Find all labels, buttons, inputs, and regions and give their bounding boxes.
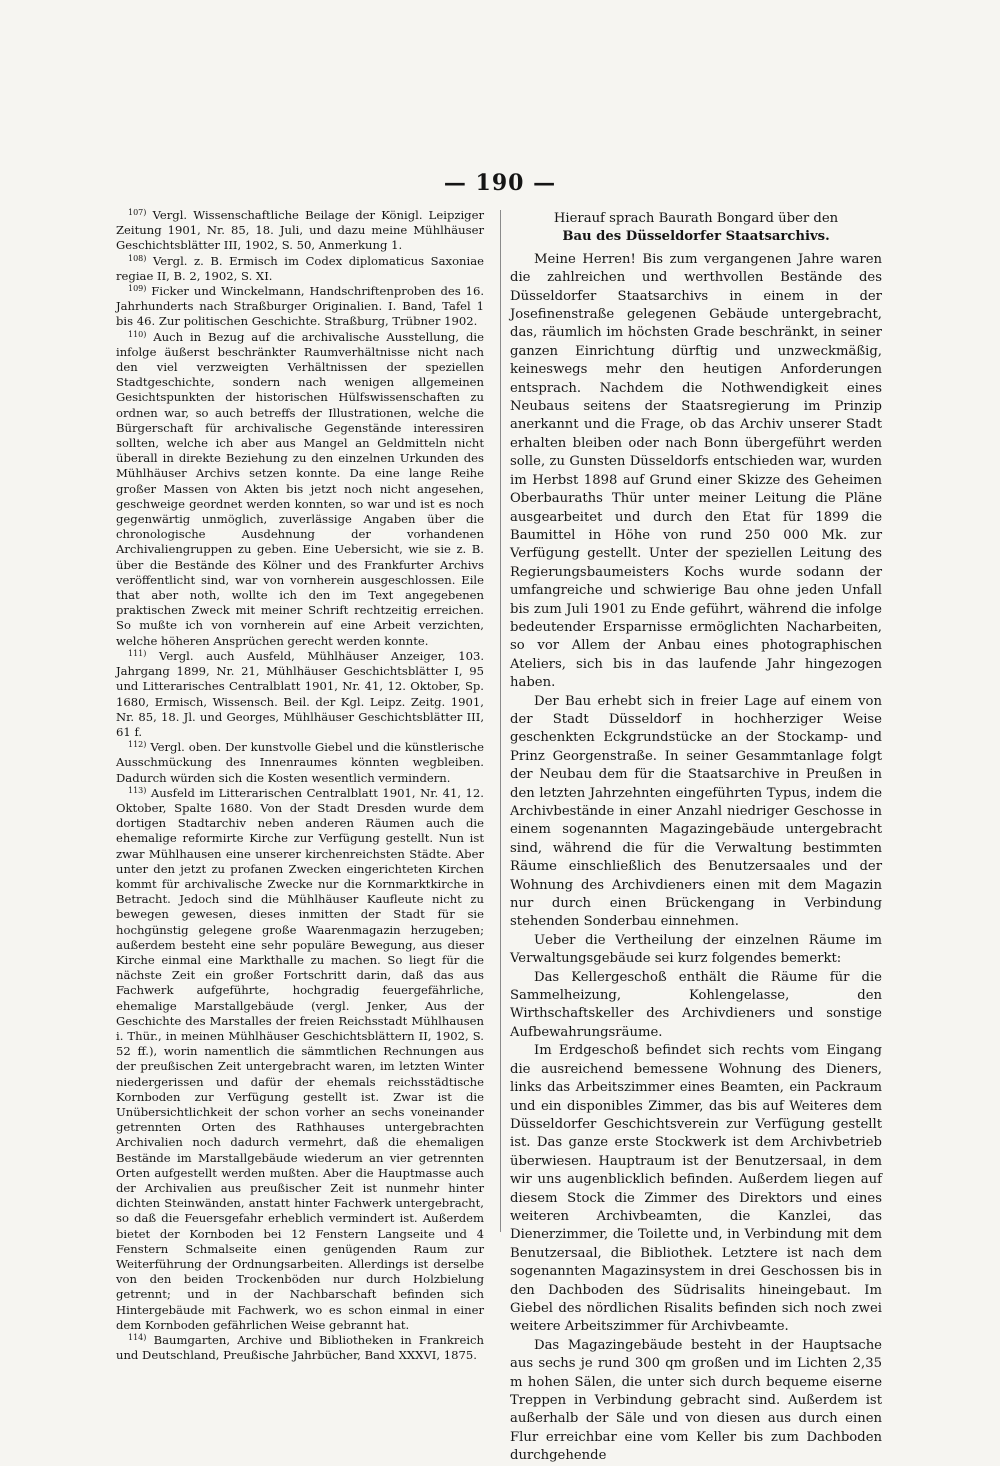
footnote [116, 649, 484, 740]
body-paragraph: Das Magazingebäude besteht in der Hauptsache aus sechs je rund 300 qm großen und im Lichten 2,35 m hohen Sälen, die unter sich durch bequeme eiserne Treppen in Verbindung gebracht sind. Außerdem ist außerhalb der Säle und von diesen aus durch einen Flur erreichbar eine vom Keller bis zum Dachboden durchgehende [510, 1337, 882, 1464]
footnote-text: Vergl. z. B. Ermisch im Codex diplomaticus Saxoniae regiae II, B. 2, 1902, S. XI. [116, 253, 484, 283]
main-text-column [510, 210, 882, 1466]
footnote [116, 786, 484, 1333]
footnote-number: 110) [128, 329, 147, 339]
footnotes-column [116, 208, 484, 1363]
footnote [116, 208, 484, 254]
footnote-text: Vergl. auch Ausfeld, Mühlhäuser Anzeiger, 103. Jahrgang 1899, Nr. 21, Mühlhäuser Geschichtsblätter I, 95 und Litterarisches Centralblatt 1901, Nr. 41, 12. Oktober, Sp. 1680, Ermisch, Wissensch. Beil. der Kgl. Leipz. Zeitg. 1901, Nr. 85, 18. Jl. und Georges, Mühlhäuser Geschichtsblätter III, 61 f. [116, 648, 485, 739]
footnote-number: 108) [128, 253, 147, 263]
body-paragraph: Der Bau erhebt sich in freier Lage auf einem von der Stadt Düsseldorf in hochherziger Weise geschenkten Eckgrundstücke an der Stockamp- und Prinz Georgenstraße. In seiner Gesammtanlage folgt der Neubau dem für die Staatsarchive in Preußen in den letzten Jahrzehnten eingeführten Typus, indem die Archivbestände in einer Anzahl niedriger Geschosse in einem sogenannten Magazingebäude untergebracht sind, während die für die Verwaltung bestimmten Räume einschließlich des Benutzersaales und der Wohnung des Archivdieners einen mit dem Magazin nur durch einen Brückengang in Verbindung stehenden Sonderbau einnehmen. [510, 693, 882, 930]
footnote-text: Vergl. oben. Der kunstvolle Giebel und die künstlerische Ausschmückung des Innenraumes könnten wegbleiben. Dadurch würden sich die Kosten wesentlich vermindern. [116, 740, 485, 785]
footnote [116, 330, 484, 649]
column-divider [500, 210, 501, 1232]
footnote-text: Ficker und Winckelmann, Handschriftenproben des 16. Jahrhunderts nach Straßburger Originalien. I. Band, Tafel 1 bis 46. Zur politischen Geschichte. Straßburg, Trübner 1902. [116, 284, 485, 329]
body-paragraph: Meine Herren! Bis zum vergangenen Jahre waren die zahlreichen und werthvollen Bestände des Düsseldorfer Staatsarchivs in einem in der Josefinenstraße gelegenen Gebäude untergebracht, das, räumlich im höchsten Grade beschränkt, in seiner ganzen Einrichtung dürftig und unzweckmäßig, keineswegs mehr den heutigen Anforderungen entsprach. Nachdem die Nothwendigkeit eines Neubaus seitens der Staatsregierung im Prinzip anerkannt und die Frage, ob das Archiv unserer Stadt erhalten bleiben oder nach Bonn übergeführt werden solle, zu Gunsten Düsseldorfs entschieden war, wurden im Herbst 1898 auf Grund einer Skizze des Geheimen Oberbauraths Thür unter meiner Leitung die Pläne ausgearbeitet und durch den Etat für 1899 die Baumittel in Höhe von rund 250 000 Mk. zur Verfügung gestellt. Unter der speziellen Leitung des Regierungsbaumeisters Kochs wurde sodann der umfangreiche und schwierige Bau ohne jeden Unfall bis zum Juli 1901 zu Ende geführt, während die infolge bedeutender Ersparnisse ermöglichten Nacharbeiten, so vor Allem der Anbau eines photographischen Ateliers, sich bis in das laufende Jahr hingezogen haben. [510, 251, 882, 691]
footnote-text: Vergl. Wissenschaftliche Beilage der Königl. Leipziger Zeitung 1901, Nr. 85, 18. Juli, und dazu meine Mühlhäuser Geschichtsblätter III, 1902, S. 50, Anmerkung 1. [116, 208, 485, 253]
body-paragraph: Ueber die Vertheilung der einzelnen Räume im Verwaltungsgebäude sei kurz folgendes bemerkt: [510, 932, 882, 967]
section-heading: Bau des Düsseldorfer Staatsarchivs. [562, 229, 830, 245]
footnote-number: 107) [128, 208, 147, 217]
footnote-text: Ausfeld im Litterarischen Centralblatt 1901, Nr. 41, 12. Oktober, Spalte 1680. Von der Stadt Dresden wurde dem dortigen Stadtarchiv neben anderen Räumen auch die ehemalige reformirte Kirche zur Verfügung gestellt. Nun ist zwar Mühlhausen eine unserer kirchenreichsten Städte. Aber unter den jetzt zu profanen Zwecken eingerichteten Kirchen kommt für archivalische Zwecke nur die Kornmarktkirche in Betracht. Jedoch sind die Mühlhäuser Kaufleute nicht zu bewegen gewesen, dieses inmitten der Stadt für sie hochgünstig gelegene große Waarenmagazin herzugeben; außerdem besteht eine sehr populäre Bewegung, aus dieser Kirche einmal eine Markthalle zu machen. So liegt für die nächste Zeit ein großer Fortschritt darin, daß das aus Fachwerk aufgeführte, hochgradig feuergefährliche, ehemalige Marstallgebäude (vergl. Jenker, Aus der Geschichte des Marstalles der freien Reichsstadt Mühlhausen i. Thür., in meinen Mühlhäuser Geschichtsblättern II, 1902, S. 52 ff.), worin namentlich die sämmtlichen Rechnungen aus der preußischen Zeit untergebracht waren, im letzten Winter niedergerissen und dafür der ehemals reichsstädtische Kornboden zur Verfügung gestellt ist. Zwar ist die Unübersichtlichkeit der schon vorher an sechs voneinander getrennten Orten des Rathhauses untergebrachten Archivalien noch dadurch vermehrt, daß die ehemaligen Bestände im Marstallgebäude wiederum an vier getrennten Orten aufgestellt werden mußten. Aber die Hauptmasse auch der Archivalien aus preußischer Zeit ist nunmehr hinter dichten Steinwänden, anstatt hinter Fachwerk untergebracht, so daß die Feuersgefahr erheblich vermindert ist. Außerdem bietet der Kornboden bei 12 Fenstern Langseite und 4 Fenstern Schmalseite einen genügenden Raum zur Weiterführung der Ordnungsarbeiten. Allerdings ist derselbe von den beiden Trockenböden nur durch Holzbielung getrennt; und in der Nachbarschaft befinden sich Hintergebäude mit Fachwerk, wo es schon einmal in einer dem Kornboden gefährlichen Weise gebrannt hat. [116, 785, 484, 1332]
footnote [116, 254, 484, 284]
footnote-number: 114) [128, 1333, 147, 1343]
footnote [116, 740, 484, 786]
page-number: — 190 — [443, 170, 557, 196]
footnote [116, 1333, 484, 1363]
footnote-number: 111) [128, 648, 147, 658]
footnote-number: 113) [128, 785, 147, 795]
footnote-number: 112) [128, 740, 147, 750]
footnote-text: Auch in Bezug auf die archivalische Ausstellung, die infolge äußerst beschränkter Raumverhältnisse nicht nach den viel verzweigten Verhältnissen der speziellen Stadtgeschichte, sondern nach wenigen allgemeinen Gesichtspunkten der historischen Hülfswissenschaften zu ordnen war, so auch betreffs der Illustrationen, welche die Bürgerschaft für archivalische Gegenstände interessiren sollten, welche ich aber aus Mangel an Geldmitteln nicht überall in direkte Beziehung zu den einzelnen Urkunden des Mühlhäuser Archivs setzen konnte. Da eine lange Reihe großer Massen von Akten bis jetzt noch nicht angesehen, geschweige geordnet werden konnten, so war und ist es noch gegenwärtig unmöglich, zuverlässige Angaben über die chronologische Ausdehnung der vorhandenen Archivaliengruppen zu geben. Eine Uebersicht, wie sie z. B. über die Bestände des Kölner und des Frankfurter Archivs veröffentlicht sind, war von vornherein ausgeschlossen. Eile that aber noth, wollte ich den im Text angegebenen praktischen Zweck mit meiner Schrift rechtzeitig erreichen. So mußte ich von vornherein auf eine Arbeit verzichten, welche höheren Ansprüchen gerecht werden konnte. [116, 329, 484, 648]
body-paragraphs [510, 251, 882, 1466]
intro-line: Hierauf sprach Baurath Bongard über den [553, 211, 839, 226]
footnote [116, 284, 484, 330]
footnote-text: Baumgarten, Archive und Bibliotheken in Frankreich und Deutschland, Preußische Jahrbücher, Band XXXVI, 1875. [116, 1333, 484, 1363]
footnote-number: 109) [128, 284, 147, 294]
body-paragraph: Im Erdgeschoß befindet sich rechts vom Eingang die ausreichend bemessene Wohnung des Dieners, links das Arbeitszimmer eines Beamten, ein Packraum und ein disponibles Zimmer, das bis auf Weiteres dem Düsseldorfer Geschichtsverein zur Verfügung gestellt ist. Das ganze erste Stockwerk ist dem Archivbetrieb überwiesen. Hauptraum ist der Benutzersaal, in dem wir uns augenblicklich befinden. Außerdem liegen auf diesem Stock die Zimmer des Direktors und eines weiteren Archivbeamten, die Kanzlei, das Dienerzimmer, die Toilette und, in Verbindung mit dem Benutzersaal, die Bibliothek. Letztere ist nach dem sogenannten Magazinsystem in drei Geschossen bis in den Dachboden des Südrisalits hineingebaut. Im Giebel des nördlichen Risalits befinden sich noch zwei weitere Arbeitszimmer für Archivbeamte. [510, 1043, 882, 1335]
body-paragraph: Das Kellergeschoß enthält die Räume für die Sammelheizung, Kohlengelasse, den Wirthschaftskeller des Archivdieners und sonstige Aufbewahrungsräume. [510, 969, 882, 1040]
